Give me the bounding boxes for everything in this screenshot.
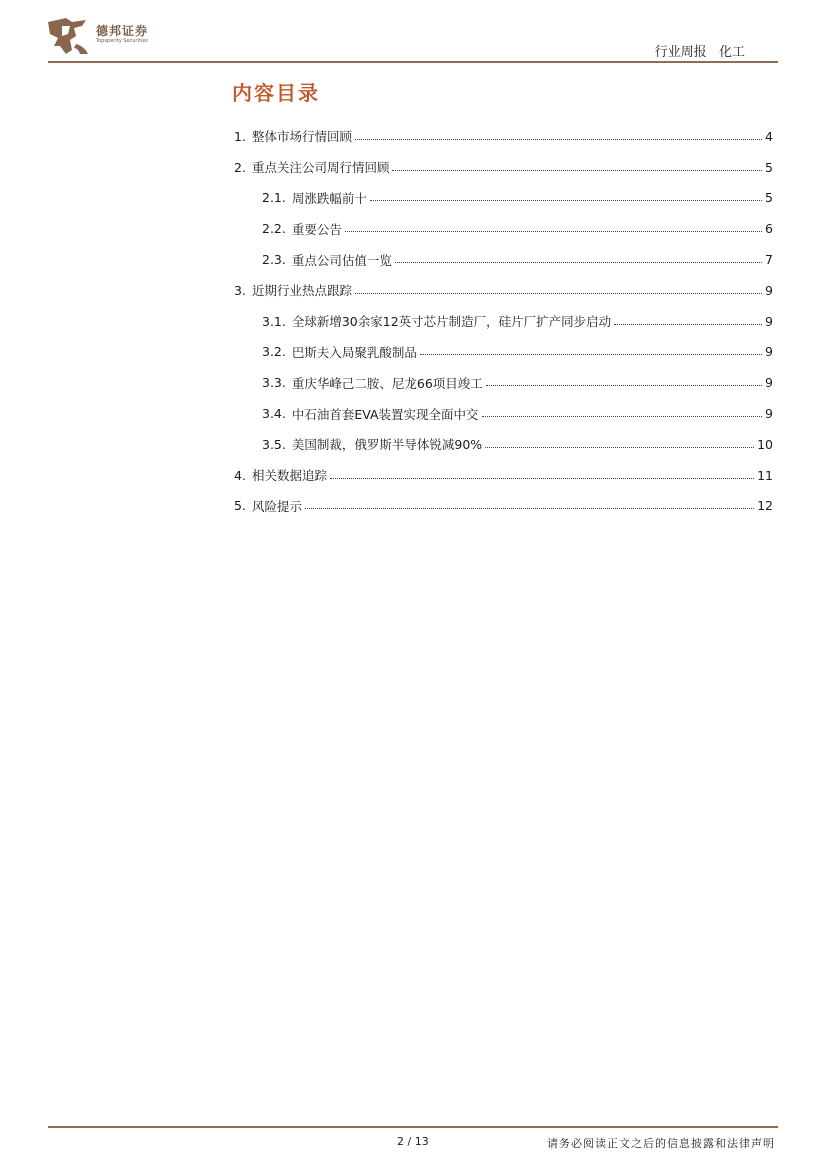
toc-item-2[interactable]: [234, 152, 773, 183]
toc-item-number: 1.: [234, 128, 246, 144]
toc-item-label: 美国制裁，俄罗斯半导体锐减90%: [291, 437, 483, 453]
footer-divider: [48, 1126, 778, 1128]
toc-leader-dots: [486, 385, 762, 386]
brand-name: 德邦证券: [96, 24, 149, 38]
toc-item-4[interactable]: [234, 460, 773, 491]
toc-item-number: 2.: [234, 159, 246, 175]
toc-item-5[interactable]: [234, 491, 773, 522]
toc-item-page: 9: [765, 375, 773, 391]
toc-leader-dots: [345, 231, 762, 232]
toc-leader-dots: [485, 447, 754, 448]
toc-leader-dots: [355, 139, 762, 140]
toc-item-number: 3.: [234, 282, 246, 298]
toc-item-number: 3.1.: [262, 313, 286, 329]
toc-item-number: 3.4.: [262, 406, 286, 422]
toc-leader-dots: [330, 478, 754, 479]
toc-item-3-3[interactable]: [234, 367, 773, 398]
toc-item-label: 巴斯夫入局聚乳酸制品: [291, 344, 417, 360]
toc-leader-dots: [420, 354, 762, 355]
toc-item-1[interactable]: [234, 121, 773, 152]
toc-leader-dots: [370, 200, 762, 201]
toc-item-3-5[interactable]: [234, 429, 773, 460]
toc-item-label: 重庆华峰己二胺、尼龙66项目竣工: [291, 375, 483, 391]
toc-leader-dots: [614, 324, 762, 325]
toc-item-label: 重点公司估值一览: [291, 252, 392, 268]
toc-leader-dots: [482, 416, 762, 417]
report-category: 行业周报 化工: [654, 45, 745, 60]
toc-item-page: 6: [765, 221, 773, 237]
toc-item-label: 重要公告: [291, 221, 342, 237]
toc-item-label: 中石油首套EVA装置实现全面中交: [291, 406, 479, 422]
header-divider: [48, 61, 778, 63]
toc-item-page: 4: [765, 128, 773, 144]
topsperity-logo: [46, 16, 91, 56]
toc-item-number: 2.2.: [262, 221, 286, 237]
toc-item-number: 5.: [234, 498, 246, 514]
toc-leader-dots: [305, 508, 754, 509]
toc-item-page: 12: [757, 498, 773, 514]
toc-item-label: 相关数据追踪: [251, 468, 327, 484]
toc-item-number: 2.3.: [262, 252, 286, 268]
toc-item-page: 9: [765, 406, 773, 422]
toc-item-3-4[interactable]: [234, 398, 773, 429]
toc-item-label: 风险提示: [251, 498, 302, 514]
toc-leader-dots: [392, 170, 762, 171]
toc-item-3[interactable]: [234, 275, 773, 306]
toc-item-2-1[interactable]: [234, 183, 773, 214]
toc-item-page: 5: [765, 159, 773, 175]
toc-item-page: 9: [765, 344, 773, 360]
toc-leader-dots: [355, 293, 762, 294]
toc-item-page: 9: [765, 313, 773, 329]
toc-item-label: 周涨跌幅前十: [291, 190, 367, 206]
toc-item-label: 近期行业热点跟踪: [251, 283, 352, 299]
toc-item-label: 全球新增30余家12英寸芯片制造厂，硅片厂扩产同步启动: [291, 314, 612, 330]
toc-item-number: 3.5.: [262, 436, 286, 452]
toc-item-page: 11: [757, 467, 773, 483]
toc-item-number: 2.1.: [262, 190, 286, 206]
toc-item-number: 4.: [234, 467, 246, 483]
toc-item-3-2[interactable]: [234, 337, 773, 368]
toc-item-label: 整体市场行情回顾: [251, 129, 352, 145]
page-header: [0, 0, 827, 70]
toc-item-2-2[interactable]: [234, 213, 773, 244]
toc-item-page: 5: [765, 190, 773, 206]
toc-item-page: 9: [765, 282, 773, 298]
toc-item-number: 3.2.: [262, 344, 286, 360]
brand-name-english: Topsperity Securities: [96, 38, 148, 44]
page-number: 2 / 13: [397, 1135, 429, 1148]
toc-item-3-1[interactable]: [234, 306, 773, 337]
toc-title: 内容目录: [232, 81, 320, 105]
toc-item-number: 3.3.: [262, 375, 286, 391]
toc-item-page: 7: [765, 252, 773, 268]
toc-leader-dots: [395, 262, 762, 263]
table-of-contents: [234, 121, 773, 521]
toc-item-page: 10: [757, 436, 773, 452]
toc-item-label: 重点关注公司周行情回顾: [251, 160, 390, 176]
toc-item-2-3[interactable]: [234, 244, 773, 275]
legal-disclaimer: 请务必阅读正文之后的信息披露和法律声明: [547, 1137, 775, 1150]
